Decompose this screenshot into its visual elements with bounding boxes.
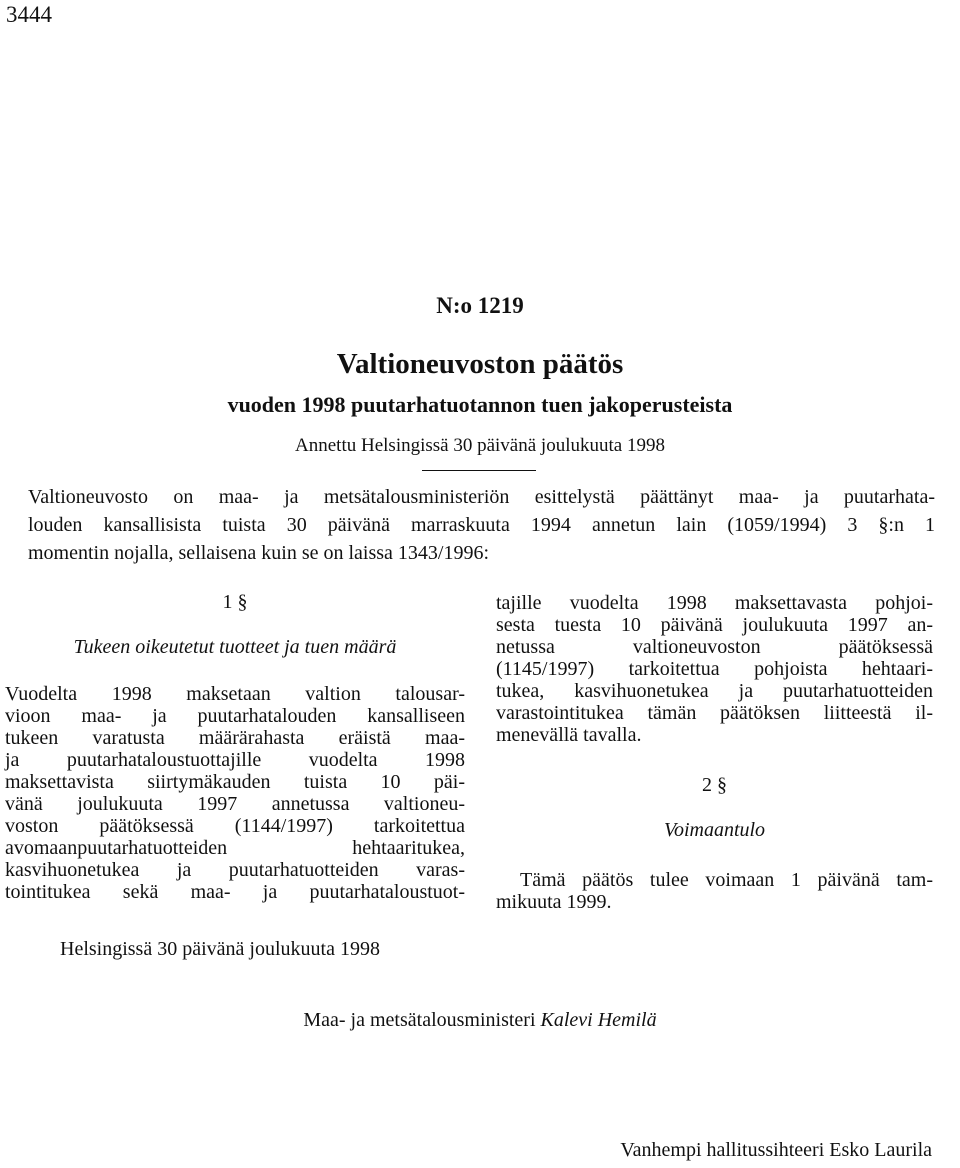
section-1-line: tukea, kasvihuonetukea ja puutarhatuotteiden <box>496 680 933 702</box>
section-2-line: mikuuta 1999. <box>496 891 612 913</box>
minister-title: Maa- ja metsätalousministeri <box>303 1009 536 1031</box>
section-1-line: sesta tuesta 10 päivänä joulukuuta 1997 an- <box>496 614 933 636</box>
section-2-line: Tämä päätös tulee voimaan 1 päivänä tam- <box>520 869 933 891</box>
document-subtitle: vuoden 1998 puutarhatuotannon tuen jakoperusteista <box>227 392 733 417</box>
section-1-line: avomaanpuutarhatuotteiden hehtaaritukea, <box>5 837 465 859</box>
section-2-number: 2 § <box>702 774 727 796</box>
issued-line: Annettu Helsingissä 30 päivänä joulukuuta 1998 <box>295 435 665 456</box>
section-1-heading: Tukeen oikeutetut tuotteet ja tuen määrä <box>73 636 397 658</box>
section-1-line: tointitukea sekä maa- ja puutarhataloustuot- <box>5 881 465 903</box>
intro-line: louden kansallisista tuista 30 päivänä marraskuuta 1994 annetun lain (1059/1994) 3 §:n 1 <box>28 514 935 536</box>
secretary-signature: Vanhempi hallitussihteeri Esko Laurila <box>620 1139 932 1161</box>
title-divider <box>422 470 536 471</box>
intro-line: momentin nojalla, sellaisena kuin se on laissa 1343/1996: <box>28 542 490 564</box>
section-1-line: vänä joulukuuta 1997 annetussa valtioneu- <box>5 793 465 815</box>
section-1-line: ja puutarhataloustuottajille vuodelta 1998 <box>5 749 465 771</box>
section-1-line: kasvihuonetukea ja puutarhatuotteiden varas- <box>5 859 465 881</box>
section-1-line: voston päätöksessä (1144/1997) tarkoitettua <box>5 815 465 837</box>
section-1-line: tajille vuodelta 1998 maksettavasta pohjoi- <box>496 592 933 614</box>
section-1-line: vioon maa- ja puutarhatalouden kansalliseen <box>5 705 465 727</box>
document-title: Valtioneuvoston päätös <box>336 348 624 380</box>
place-and-date: Helsingissä 30 päivänä joulukuuta 1998 <box>60 938 380 960</box>
page-number: 3444 <box>6 2 52 27</box>
section-1-line: varastointitukea tämän päätöksen liitteestä il- <box>496 702 933 724</box>
section-2-heading: Voimaantulo <box>663 819 766 841</box>
minister-name: Kalevi Hemilä <box>540 1009 657 1031</box>
section-1-line: Vuodelta 1998 maksetaan valtion talousar- <box>5 683 465 705</box>
section-1-line: (1145/1997) tarkoitettua pohjoista hehtaari- <box>496 658 933 680</box>
section-1-line: maksettavista siirtymäkauden tuista 10 päi- <box>5 771 465 793</box>
section-1-line: menevällä tavalla. <box>496 724 642 746</box>
section-1-line: tukeen varatusta määrärahasta eräistä maa- <box>5 727 465 749</box>
minister-signature <box>0 1008 960 1032</box>
statute-number: N:o 1219 <box>436 293 524 318</box>
section-1-line: netussa valtioneuvoston päätöksessä <box>496 636 933 658</box>
intro-line: Valtioneuvosto on maa- ja metsätalousministeriön esittelystä päättänyt maa- ja puutarhata- <box>28 486 935 508</box>
section-1-number: 1 § <box>222 591 248 613</box>
